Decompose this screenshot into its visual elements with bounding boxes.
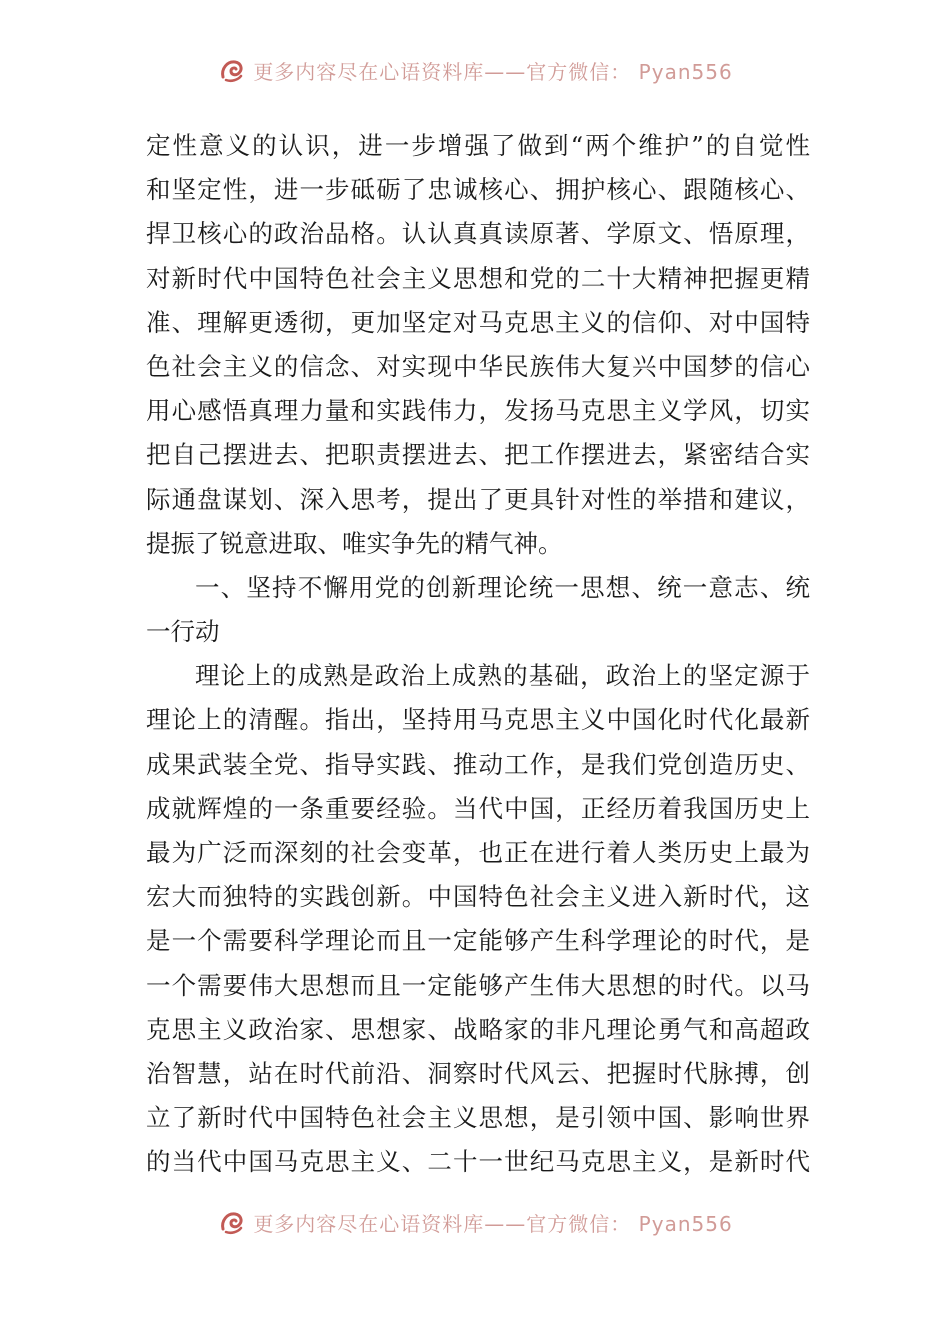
- dragon-logo-icon: [217, 1207, 247, 1237]
- text-line: 一个需要伟大思想而且一定能够产生伟大思想的时代。以马: [146, 970, 810, 1000]
- text-line: 的当代中国马克思主义、二十一世纪马克思主义，是新时代: [146, 1147, 810, 1177]
- text-line: 成就辉煌的一条重要经验。当代中国，正经历着我国历史上: [146, 793, 810, 823]
- text-line: 用心感悟真理力量和实践伟力，发扬马克思主义学风，切实: [146, 396, 810, 426]
- text-line: 际通盘谋划、深入思考，提出了更具针对性的举措和建议，: [146, 484, 810, 514]
- header-watermark: [0, 50, 950, 90]
- section-heading-continued: 一行动: [146, 617, 220, 647]
- text-line: 准、理解更透彻，更加坚定对马克思主义的信仰、对中国特: [146, 307, 810, 337]
- watermark-text: 更多内容尽在心语资料库——官方微信： Pyan556: [253, 1211, 733, 1236]
- text-line: 宏大而独特的实践创新。中国特色社会主义进入新时代，这: [146, 882, 810, 912]
- text-line: 理论上的清醒。指出，坚持用马克思主义中国化时代化最新: [146, 705, 810, 735]
- watermark-text: 更多内容尽在心语资料库——官方微信： Pyan556: [253, 59, 733, 84]
- text-line: 把自己摆进去、把职责摆进去、把工作摆进去，紧密结合实: [146, 440, 810, 470]
- text-line: 成果武装全党、指导实践、推动工作，是我们党创造历史、: [146, 749, 810, 779]
- text-line: 治智慧，站在时代前沿、洞察时代风云、把握时代脉搏，创: [146, 1058, 810, 1088]
- text-line: 和坚定性，进一步砥砺了忠诚核心、拥护核心、跟随核心、: [146, 175, 810, 205]
- text-line: 对新时代中国特色社会主义思想和党的二十大精神把握更精: [146, 263, 810, 293]
- text-line: 色社会主义的信念、对实现中华民族伟大复兴中国梦的信心: [146, 351, 810, 381]
- footer-watermark: [0, 1202, 950, 1242]
- section-heading: 一、坚持不懈用党的创新理论统一思想、统一意志、统: [195, 572, 810, 602]
- text-line: 定性意义的认识，进一步增强了做到“两个维护”的自觉性: [146, 131, 810, 160]
- text-line: 立了新时代中国特色社会主义思想，是引领中国、影响世界: [146, 1103, 810, 1133]
- text-line: 提振了锐意进取、唯实争先的精气神。: [146, 528, 563, 558]
- text-line: 捍卫核心的政治品格。认认真真读原著、学原文、悟原理，: [146, 219, 810, 249]
- text-line: 最为广泛而深刻的社会变革，也正在进行着人类历史上最为: [146, 838, 810, 867]
- dragon-logo-icon: [217, 55, 247, 85]
- text-line: 理论上的成熟是政治上成熟的基础，政治上的坚定源于: [195, 661, 810, 691]
- text-line: 是一个需要科学理论而且一定能够产生科学理论的时代，是: [146, 926, 810, 956]
- text-line: 克思主义政治家、思想家、战略家的非凡理论勇气和高超政: [146, 1014, 810, 1044]
- document-body: [146, 124, 810, 1185]
